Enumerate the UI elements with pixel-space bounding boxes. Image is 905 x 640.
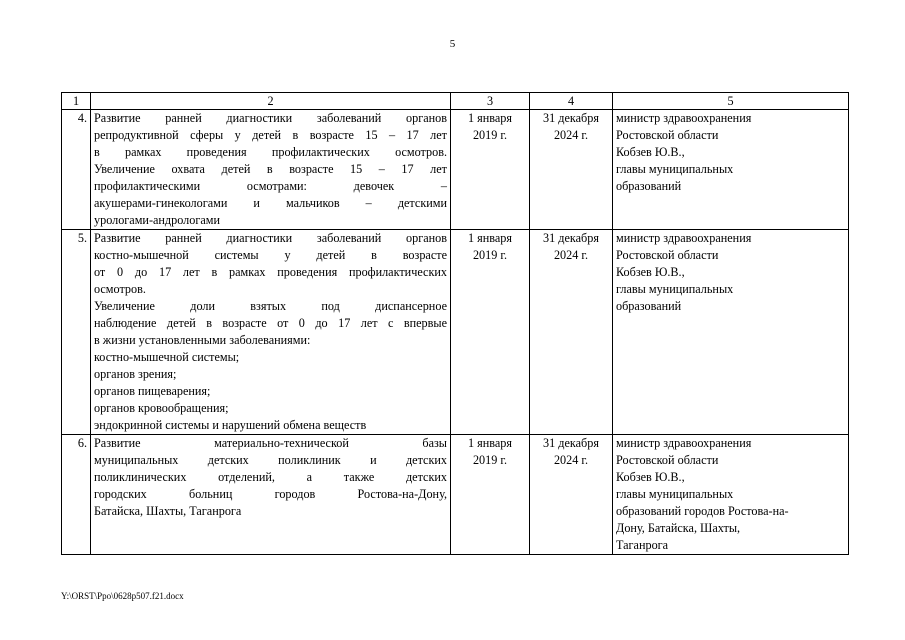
responsible-line: министр здравоохранения: [616, 231, 752, 245]
description-line: поликлинических отделений, а также детских: [94, 470, 447, 484]
start-date-day: 1 января: [468, 436, 512, 450]
description-line: в жизни установленными заболеваниями:: [94, 333, 311, 347]
description-line: Батайска, Шахты, Таганрога: [94, 504, 242, 518]
table-header-row: [62, 93, 849, 110]
description-line: органов кровообращения;: [94, 401, 229, 415]
start-date: [451, 435, 530, 555]
description-line: эндокринной системы и нарушений обмена веществ: [94, 418, 367, 432]
start-date-year: 2019 г.: [472, 128, 508, 142]
description-line: урологами-андрологами: [94, 213, 220, 227]
description-line: муниципальных детских поликлиник и детских: [94, 453, 447, 467]
column-header: 4: [530, 93, 613, 110]
column-header: 2: [91, 93, 451, 110]
end-date-day: 31 декабря: [543, 436, 599, 450]
end-date-year: 2024 г.: [553, 128, 589, 142]
description-line: Развитие материально-технической базы: [94, 436, 447, 450]
row-number: 5.: [62, 230, 91, 435]
description-line: акушерами-гинекологами и мальчиков – детскими: [94, 196, 447, 210]
row-number: 6.: [62, 435, 91, 555]
responsible-line: министр здравоохранения: [616, 111, 752, 125]
end-date-year: 2024 г.: [553, 453, 589, 467]
description-line: костно-мышечной системы у детей в возрасте: [94, 248, 447, 262]
responsible-line: главы муниципальных: [616, 162, 734, 176]
description-line: от 0 до 17 лет в рамках проведения профилактических: [94, 265, 447, 279]
table-row: [62, 110, 849, 230]
end-date: [530, 230, 613, 435]
responsible-line: образований: [616, 299, 682, 313]
end-date-day: 31 декабря: [543, 111, 599, 125]
measures-table: [61, 92, 849, 555]
responsible-line: Ростовской области: [616, 248, 719, 262]
measure-description: [91, 230, 451, 435]
start-date-year: 2019 г.: [472, 248, 508, 262]
responsible-line: Кобзев Ю.В.,: [616, 145, 685, 159]
page-number: 5: [449, 38, 456, 50]
column-header: 5: [613, 93, 849, 110]
measure-description: [91, 110, 451, 230]
responsible-line: главы муниципальных: [616, 282, 734, 296]
end-date-year: 2024 г.: [553, 248, 589, 262]
description-line: органов зрения;: [94, 367, 177, 381]
start-date-day: 1 января: [468, 231, 512, 245]
description-line: в рамках проведения профилактических осмотров.: [94, 145, 447, 159]
responsible: [613, 230, 849, 435]
start-date: [451, 230, 530, 435]
row-number: 4.: [62, 110, 91, 230]
description-line: осмотров.: [94, 282, 146, 296]
description-line: городских больниц городов Ростова-на-Дону,: [94, 487, 447, 501]
description-line: наблюдение детей в возрасте от 0 до 17 лет с впервые: [94, 316, 447, 330]
responsible-line: Таганрога: [616, 538, 669, 552]
responsible-line: Ростовской области: [616, 128, 719, 142]
start-date-day: 1 января: [468, 111, 512, 125]
description-line: репродуктивной сферы у детей в возрасте 15 – 17 лет: [94, 128, 447, 142]
description-line: профилактическими осмотрами: девочек –: [94, 179, 447, 193]
column-header: 1: [62, 93, 91, 110]
responsible-line: образований городов Ростова-на-: [616, 504, 789, 518]
responsible: [613, 435, 849, 555]
responsible-line: Кобзев Ю.В.,: [616, 265, 685, 279]
start-date: [451, 110, 530, 230]
description-line: органов пищеварения;: [94, 384, 211, 398]
responsible: [613, 110, 849, 230]
table-row: [62, 230, 849, 435]
responsible-line: министр здравоохранения: [616, 436, 752, 450]
column-header: 3: [451, 93, 530, 110]
description-line: Развитие ранней диагностики заболеваний органов: [94, 111, 447, 125]
responsible-line: Ростовской области: [616, 453, 719, 467]
end-date-day: 31 декабря: [543, 231, 599, 245]
responsible-line: образований: [616, 179, 682, 193]
end-date: [530, 110, 613, 230]
description-line: Увеличение доли взятых под диспансерное: [94, 299, 447, 313]
table-row: [62, 435, 849, 555]
description-line: костно-мышечной системы;: [94, 350, 240, 364]
measure-description: [91, 435, 451, 555]
responsible-line: Кобзев Ю.В.,: [616, 470, 685, 484]
description-line: Развитие ранней диагностики заболеваний органов: [94, 231, 447, 245]
responsible-line: Дону, Батайска, Шахты,: [616, 521, 741, 535]
document-file-path: Y:\ORST\Ppo\0628p507.f21.docx: [61, 591, 184, 601]
end-date: [530, 435, 613, 555]
responsible-line: главы муниципальных: [616, 487, 734, 501]
description-line: Увеличение охвата детей в возрасте 15 – 17 лет: [94, 162, 447, 176]
start-date-year: 2019 г.: [472, 453, 508, 467]
